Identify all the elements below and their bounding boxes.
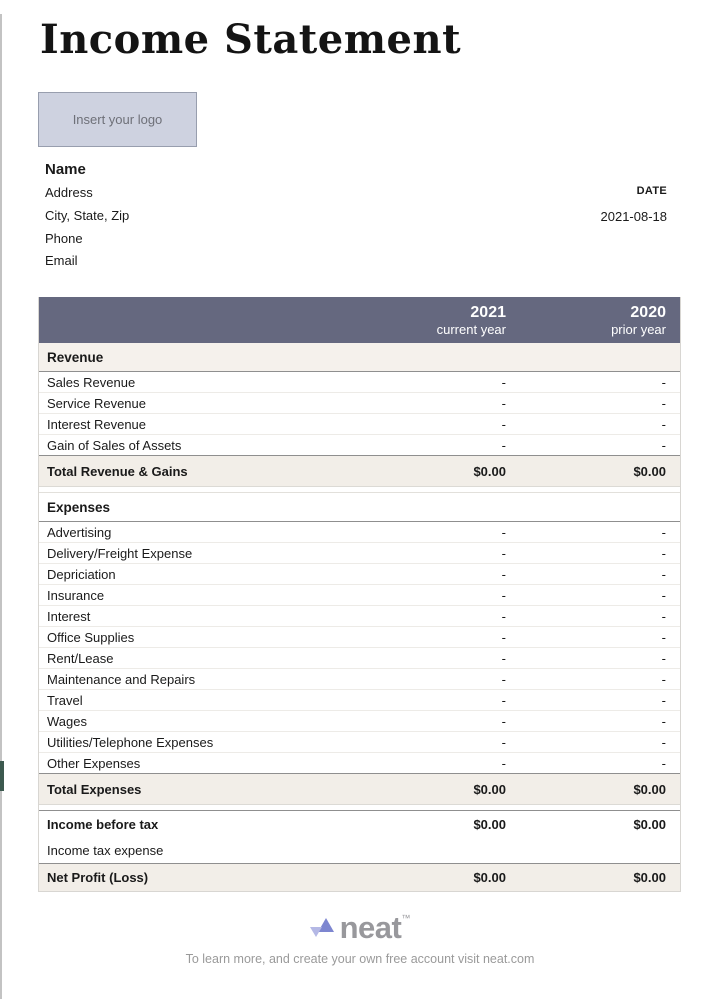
company-phone: Phone: [45, 230, 83, 246]
revenue-section-header: [39, 343, 680, 372]
prior-year-value: -: [506, 522, 680, 543]
prior-year-value: -: [506, 669, 680, 690]
total-label: Total Expenses: [39, 774, 359, 805]
page-title: Income Statement: [40, 16, 462, 63]
current-year-header: [359, 297, 506, 343]
row-label: Rent/Lease: [39, 648, 359, 669]
current-year-label: 2021: [470, 304, 506, 322]
prior-year-value: $0.00: [506, 456, 680, 487]
table-row: [39, 414, 680, 435]
current-year-value: -: [359, 393, 506, 414]
table-row: [39, 732, 680, 753]
current-year-value: $0.00: [359, 774, 506, 805]
prior-year-value: -: [506, 690, 680, 711]
date-value: 2021-08-18: [600, 209, 667, 224]
header-spacer-cell: [39, 297, 359, 343]
prior-year-value: -: [506, 543, 680, 564]
prior-year-value: -: [506, 648, 680, 669]
current-year-value: [359, 838, 506, 864]
current-year-value: -: [359, 606, 506, 627]
current-year-value: -: [359, 522, 506, 543]
table-row: [39, 627, 680, 648]
company-city-state-zip: City, State, Zip: [45, 207, 130, 223]
current-year-value: -: [359, 669, 506, 690]
neat-logo-mark: [310, 917, 335, 940]
current-year-value: -: [359, 564, 506, 585]
footer: [0, 910, 720, 967]
table-row: [39, 690, 680, 711]
row-label: Income tax expense: [47, 843, 164, 859]
income-before-tax-row: [39, 811, 680, 839]
prior-year-label: 2020: [630, 304, 666, 322]
row-label: Wages: [39, 711, 359, 732]
section-title-label: Expenses: [39, 493, 359, 522]
page-edge-line: [0, 14, 2, 999]
prior-year-value: -: [506, 606, 680, 627]
prior-year-value: -: [506, 393, 680, 414]
prior-year-value: -: [506, 585, 680, 606]
prior-year-header: [506, 297, 680, 343]
total-expenses-row: [39, 774, 680, 805]
income-tax-expense-row: [39, 838, 680, 864]
table-row: [39, 669, 680, 690]
business-info-section: [45, 158, 675, 273]
neat-logo: [310, 910, 411, 946]
current-year-value: $0.00: [359, 456, 506, 487]
triangle-down-icon: [310, 927, 322, 937]
table-row: [39, 543, 680, 564]
row-label: Other Expenses: [47, 755, 141, 771]
row-label: Sales Revenue: [39, 372, 359, 393]
current-year-value: -: [359, 648, 506, 669]
table-row: [39, 711, 680, 732]
date-label: DATE: [636, 185, 667, 197]
row-label: Office Supplies: [39, 627, 359, 648]
neat-wordmark: neat: [339, 910, 402, 946]
date-block: [601, 183, 668, 228]
total-label: Total Revenue & Gains: [39, 456, 359, 487]
prior-year-caption: prior year: [611, 322, 666, 338]
row-label: Delivery/Freight Expense: [39, 543, 359, 564]
current-year-value: -: [359, 732, 506, 753]
table-row: [39, 753, 680, 774]
prior-year-value: -: [506, 414, 680, 435]
current-year-value: -: [359, 627, 506, 648]
current-year-value: $0.00: [359, 864, 506, 892]
row-label: Service Revenue: [39, 393, 359, 414]
logo-placeholder-label: Insert your logo: [72, 112, 163, 127]
current-year-value: $0.00: [359, 811, 506, 839]
net-profit-row: [39, 864, 680, 892]
row-label: Travel: [39, 690, 359, 711]
current-year-value: -: [359, 711, 506, 732]
current-year-value: -: [359, 372, 506, 393]
prior-year-value: -: [661, 755, 666, 771]
prior-year-value: -: [506, 732, 680, 753]
company-email: Email: [45, 253, 78, 269]
prior-year-value: $0.00: [506, 811, 680, 839]
row-label: Depriciation: [39, 564, 359, 585]
table-row: [39, 393, 680, 414]
prior-year-value: $0.00: [506, 774, 680, 805]
current-year-value: -: [501, 437, 506, 453]
table-row: [39, 372, 680, 393]
current-year-value: -: [359, 414, 506, 435]
prior-year-value: $0.00: [506, 864, 680, 892]
row-label: Net Profit (Loss): [39, 864, 359, 892]
table-row: [39, 564, 680, 585]
prior-year-value: -: [506, 711, 680, 732]
row-label: Insurance: [39, 585, 359, 606]
table-header-row: [39, 297, 680, 343]
page-edge-accent: [0, 761, 4, 791]
current-year-value: -: [359, 690, 506, 711]
expenses-section-header: [39, 493, 680, 522]
trademark-symbol: ™: [401, 913, 411, 924]
table-row: [39, 522, 680, 543]
table-row: [39, 606, 680, 627]
table-row: [39, 648, 680, 669]
prior-year-value: -: [506, 372, 680, 393]
row-label: Utilities/Telephone Expenses: [39, 732, 359, 753]
table-row: [39, 585, 680, 606]
current-year-caption: current year: [436, 322, 506, 338]
current-year-value: -: [501, 755, 506, 771]
income-statement-table: [38, 297, 681, 892]
row-label: Interest: [39, 606, 359, 627]
table-row: [39, 435, 680, 456]
total-revenue-row: [39, 456, 680, 487]
row-label: Interest Revenue: [39, 414, 359, 435]
prior-year-value: -: [661, 437, 666, 453]
prior-year-value: [506, 838, 680, 864]
prior-year-value: -: [506, 564, 680, 585]
footer-tagline: To learn more, and create your own free account visit neat.com: [185, 952, 535, 967]
row-label: Advertising: [39, 522, 359, 543]
row-label: Maintenance and Repairs: [39, 669, 359, 690]
row-label: Gain of Sales of Assets: [47, 437, 182, 453]
current-year-value: -: [359, 543, 506, 564]
current-year-value: -: [359, 585, 506, 606]
prior-year-value: -: [506, 627, 680, 648]
company-name: Name: [45, 161, 86, 178]
section-title-label: Revenue: [39, 343, 359, 372]
logo-placeholder-box[interactable]: [38, 92, 197, 147]
company-address: Address: [45, 185, 93, 200]
row-label: Income before tax: [39, 811, 359, 839]
